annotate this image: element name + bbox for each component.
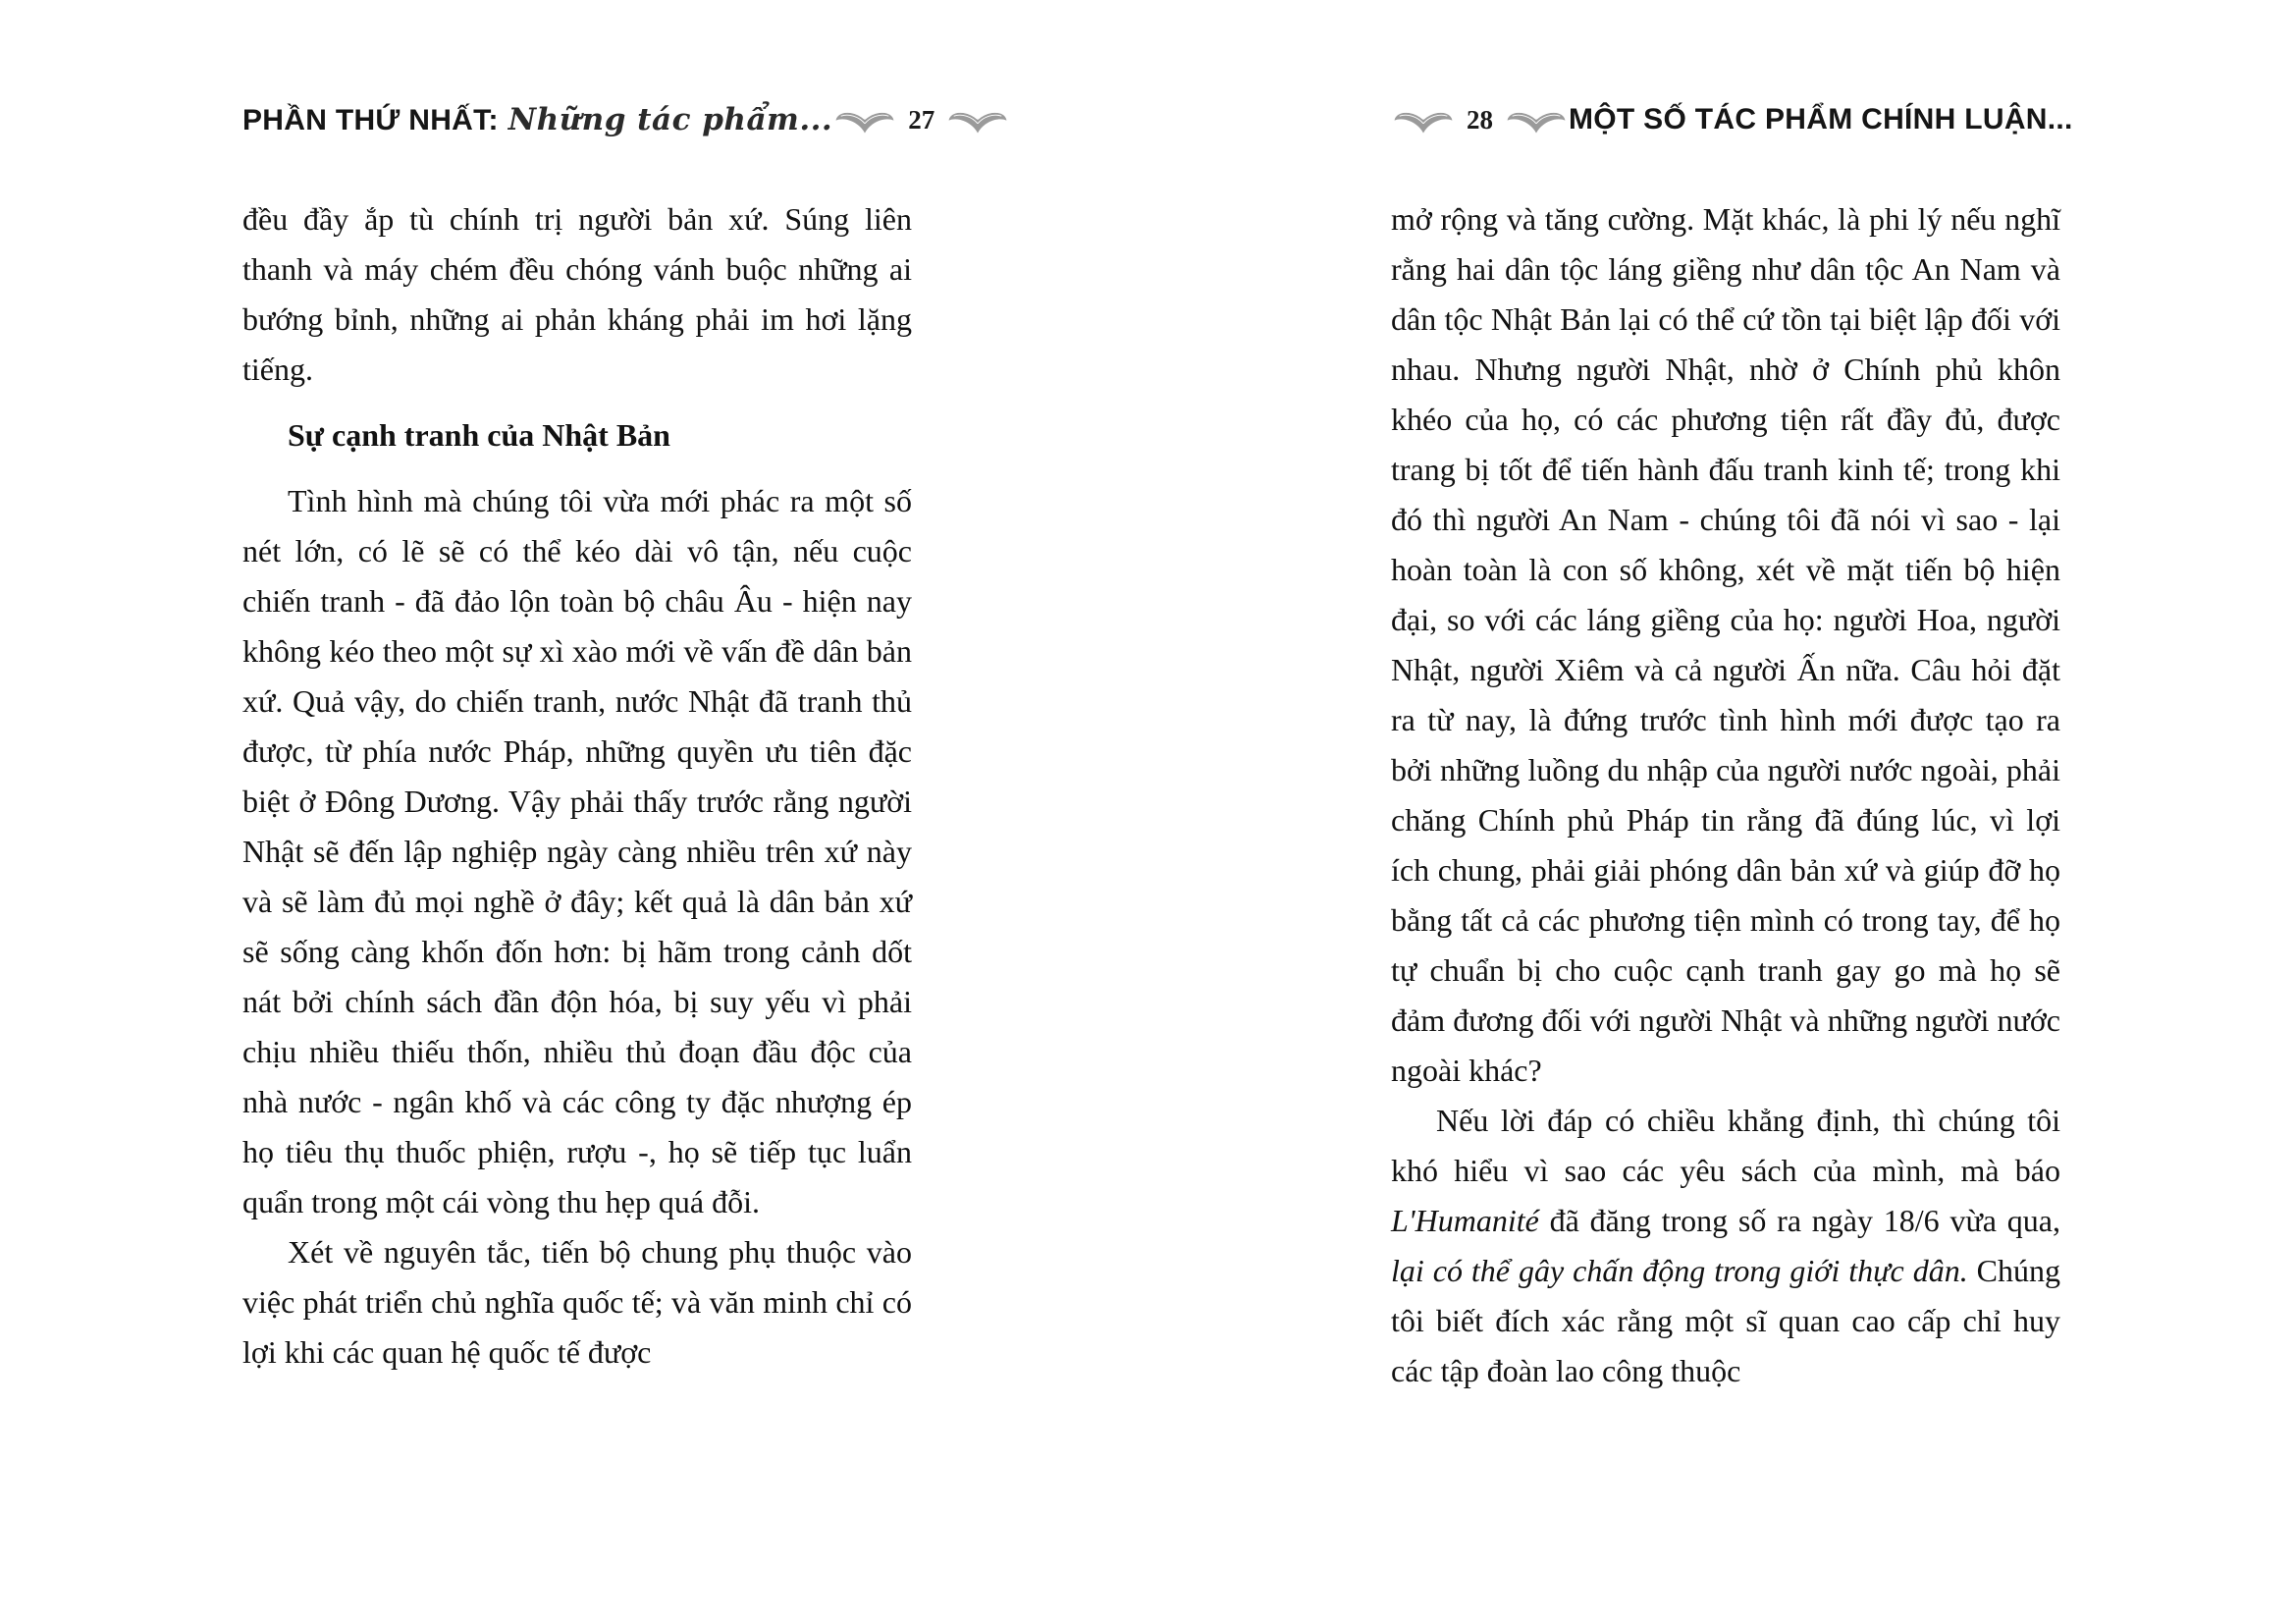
section-heading xyxy=(242,410,912,460)
text-run: đều đầy ắp tù chính trị người bản xứ. Súng liên thanh và máy chém đều chóng vánh buộc những ai bướng bỉnh, những ai phản kháng phải im hơi lặng tiếng. xyxy=(242,201,912,387)
part-title: PHẦN THỨ NHẤT: xyxy=(242,104,499,136)
open-book-icon xyxy=(832,104,897,135)
open-book-icon xyxy=(945,104,1010,135)
text-run: Chúng tôi biết đích xác rằng một sĩ quan cao cấp chỉ huy các tập đoàn lao công thuộc xyxy=(1391,1253,2061,1388)
page-left-header xyxy=(242,94,935,145)
emphasized-text: L'Humanité xyxy=(1391,1203,1539,1238)
page-number-ornament-group xyxy=(832,104,1010,135)
paragraph xyxy=(242,476,912,1227)
section-title: MỘT SỐ TÁC PHẨM CHÍNH LUẬN... xyxy=(1569,103,2073,135)
page-number: 28 xyxy=(1467,104,1493,135)
page-left-body xyxy=(242,194,912,1378)
paragraph xyxy=(242,1227,912,1378)
text-run: đã đăng trong số ra ngày 18/6 vừa qua, xyxy=(1538,1203,2060,1238)
paragraph xyxy=(242,194,912,395)
text-run: mở rộng và tăng cường. Mặt khác, là phi lý nếu nghĩ rằng hai dân tộc láng giềng như dân tộc An Nam và dân tộc Nhật Bản lại có thể cứ tồn tại biệt lập đối với nhau. Nhưng người Nhật, nhờ ở Chính phủ khôn khéo của họ, có các phương tiện rất đầy đủ, được trang bị tốt để tiến hành đấu tranh kinh tế; trong khi đó thì người An Nam - chúng tôi đã nói vì sao - lại hoàn toàn là con số không, xét về mặt tiến bộ hiện đại, so với các láng giềng của họ: người Hoa, người Nhật, người Xiêm và cả người Ấn nữa. Câu hỏi đặt ra từ nay, là đứng trước tình hình mới được tạo ra bởi những luồng du nhập của người nước ngoài, phải chăng Chính phủ Pháp tin rằng đã đúng lúc, vì lợi ích chung, phải giải phóng dân bản xứ và giúp đỡ họ bằng tất cả các phương tiện mình có trong tay, để họ tự chuẩn bị cho cuộc cạnh tranh gay go mà họ sẽ đảm đương đối với người Nhật và những người nước ngoài khác? xyxy=(1391,201,2060,1088)
page-number-ornament-group xyxy=(1391,104,1569,135)
text-run: Sự cạnh tranh của Nhật Bản xyxy=(288,417,670,453)
paragraph xyxy=(1391,194,2060,1096)
page-right-title xyxy=(1569,103,2073,136)
paragraph xyxy=(1391,1096,2060,1396)
page-number: 27 xyxy=(908,104,935,135)
text-run: Xét về nguyên tắc, tiến bộ chung phụ thuộc vào việc phát triển chủ nghĩa quốc tế; và văn minh chỉ có lợi khi các quan hệ quốc tế được xyxy=(242,1234,912,1370)
open-book-icon xyxy=(1504,104,1569,135)
part-subtitle-script: Những tác phẩm... xyxy=(507,102,833,137)
page-right-header xyxy=(1391,94,2073,145)
text-run: Tình hình mà chúng tôi vừa mới phác ra một số nét lớn, có lẽ sẽ có thể kéo dài vô tận, nếu cuộc chiến tranh - đã đảo lộn toàn bộ châu Âu - hiện nay không kéo theo một sự xì xào mới về vấn đề dân bản xứ. Quả vậy, do chiến tranh, nước Nhật đã tranh thủ được, từ phía nước Pháp, những quyền ưu tiên đặc biệt ở Đông Dương. Vậy phải thấy trước rằng người Nhật sẽ đến lập nghiệp ngày càng nhiều trên xứ này và sẽ làm đủ mọi nghề ở đây; kết quả là dân bản xứ sẽ sống càng khốn đốn hơn: bị hãm trong cảnh dốt nát bởi chính sách đần độn hóa, bị suy yếu vì phải chịu nhiều thiếu thốn, nhiều thủ đoạn đầu độc của nhà nước - ngân khố và các công ty đặc nhượng ép họ tiêu thụ thuốc phiện, rượu -, họ sẽ tiếp tục luẩn quẩn trong một cái vòng thu hẹp quá đỗi. xyxy=(242,483,912,1219)
page-left-title xyxy=(242,102,832,137)
open-book-icon xyxy=(1391,104,1456,135)
emphasized-text: lại có thể gây chấn động trong giới thực dân. xyxy=(1391,1253,1968,1288)
page-right xyxy=(1148,0,2296,1624)
page-right-body xyxy=(1391,194,2060,1396)
text-run: Nếu lời đáp có chiều khẳng định, thì chúng tôi khó hiểu vì sao các yêu sách của mình, mà báo xyxy=(1391,1103,2060,1188)
